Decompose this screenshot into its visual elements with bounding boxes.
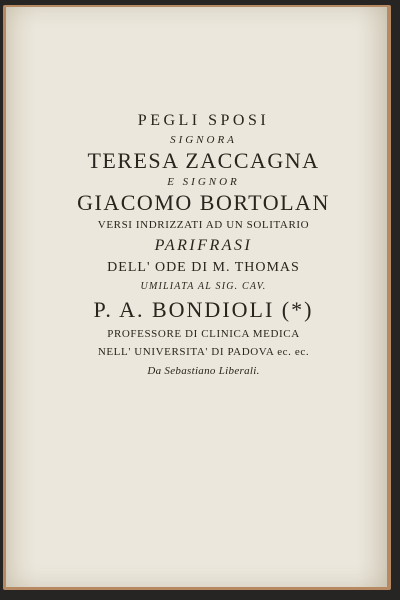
dedicatee-institution: NELL' UNIVERSITA' DI PADOVA ec. ec. [97, 346, 310, 358]
title-page-text [26, 110, 381, 381]
document-page [6, 7, 387, 587]
bride-honorific: SIGNORA [170, 134, 237, 146]
author-line: Da Sebastiano Liberali. [147, 365, 260, 377]
dedicatee-name: P. A. BONDIOLI (*) [93, 297, 314, 322]
dedication-heading: PEGLI SPOSI [137, 112, 270, 129]
work-type: PARIFRASI [154, 237, 253, 254]
groom-honorific: E SIGNOR [167, 176, 240, 188]
dedicatee-title: PROFESSORE DI CLINICA MEDICA [107, 328, 300, 340]
verses-description: VERSI INDRIZZATI AD UN SOLITARIO [97, 219, 310, 231]
dedicatee-intro: UMILIATA AL SIG. CAV. [140, 281, 267, 292]
bride-name: TERESA ZACCAGNA [87, 148, 320, 173]
ode-source: DELL' ODE DI M. THOMAS [107, 260, 300, 275]
groom-name: GIACOMO BORTOLAN [77, 190, 330, 215]
